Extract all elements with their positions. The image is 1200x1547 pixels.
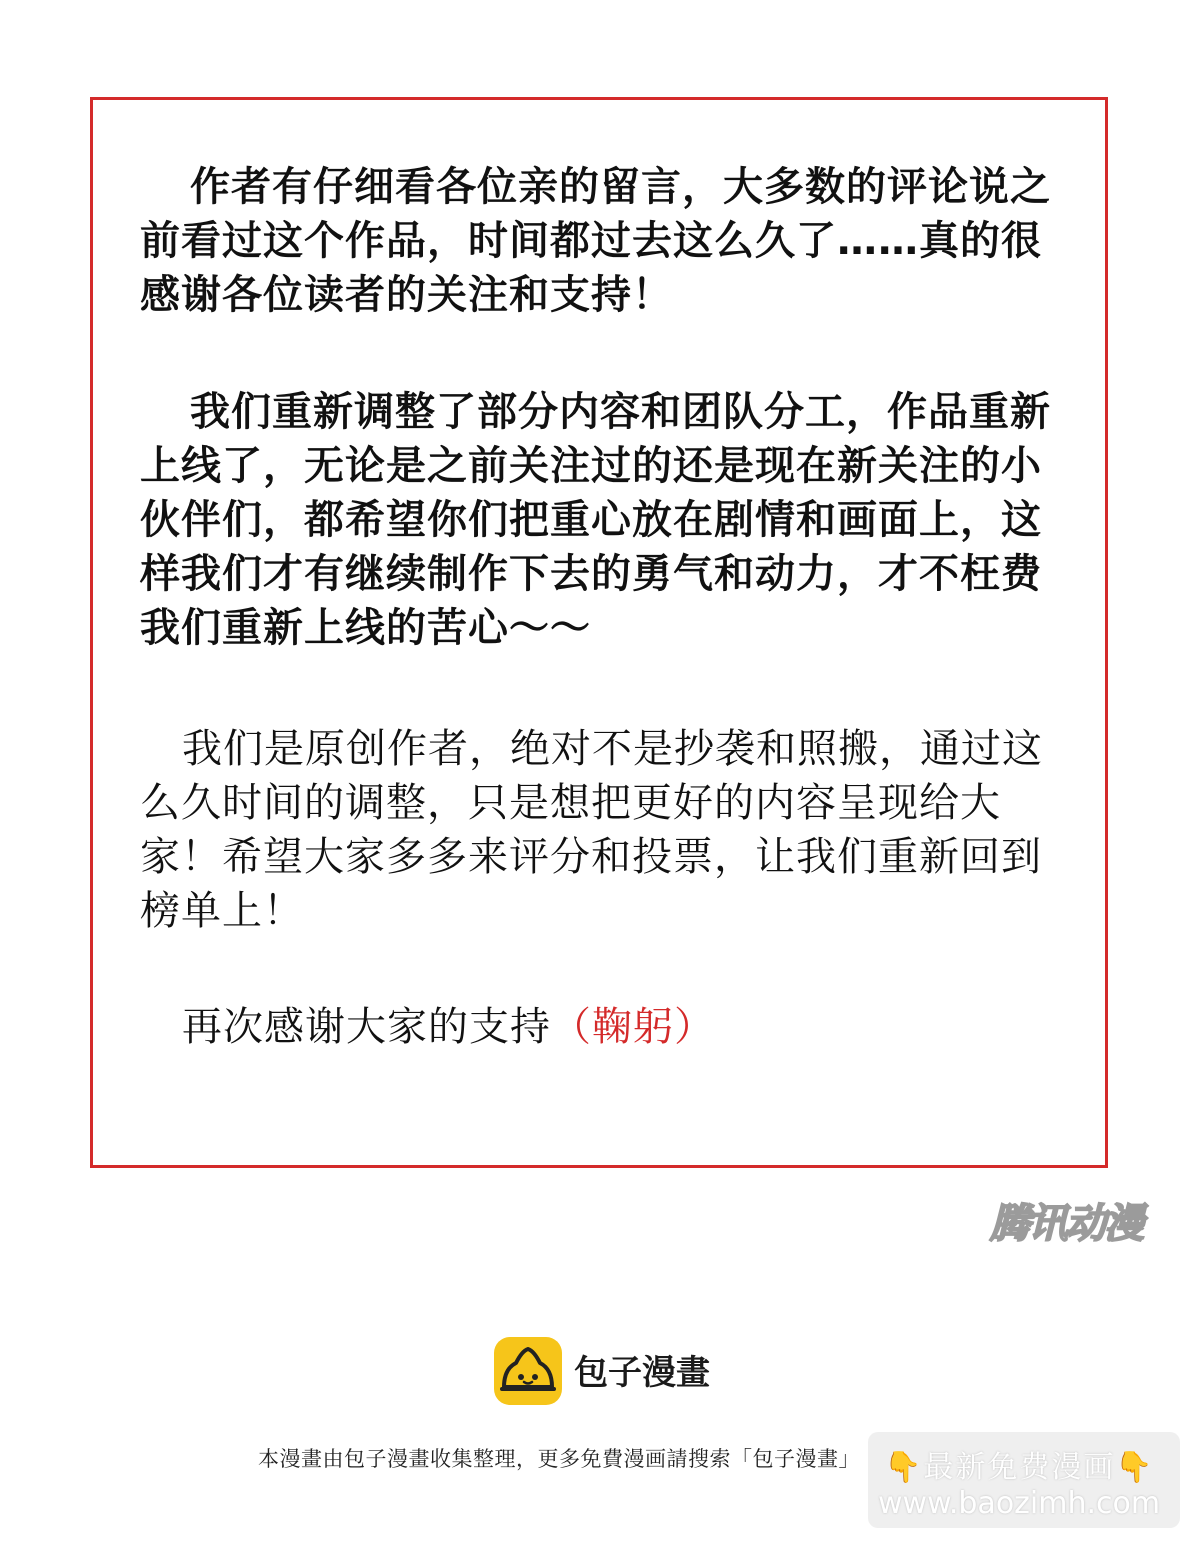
thanks-text: 再次感谢大家的支持 (182, 1004, 551, 1050)
baozi-logo-icon (494, 1337, 562, 1405)
bow-text: （鞠躬） (551, 1004, 715, 1050)
tencent-comics-watermark: 腾讯动漫 (990, 1201, 1142, 1247)
source-notice: 本漫畫由包子漫畫收集整理，更多免費漫画請搜索「包子漫畫」 (258, 1447, 860, 1471)
notice-paragraph-2: 我们重新调整了部分内容和团队分工，作品重新上线了，无论是之前关注过的还是现在新关注的小伙伴们，都希望你们把重心放在剧情和画面上，这样我们才有继续制作下去的勇气和动力，才不枉费我们重新上线的苦心～～ (140, 389, 1051, 651)
pointing-hand-icon: 👇 (1115, 1450, 1155, 1485)
brand-name: 包子漫畫 (574, 1353, 710, 1393)
notice-paragraph-3: 我们是原创作者，绝对不是抄袭和照搬，通过这么久时间的调整，只是想把更好的内容呈现给大家！希望大家多多来评分和投票，让我们重新回到榜单上！ (140, 726, 1043, 934)
ad-url-link[interactable]: www.baozimh.com (878, 1486, 1161, 1521)
notice-paragraph-4 (140, 1000, 1080, 1054)
ad-headline: 👇最新免费漫画👇 (884, 1450, 1155, 1485)
pointing-hand-icon: 👇 (884, 1450, 924, 1485)
notice-paragraph-1: 作者有仔细看各位亲的留言，大多数的评论说之前看过这个作品，时间都过去这么久了……真的很感谢各位读者的关注和支持！ (140, 164, 1051, 318)
